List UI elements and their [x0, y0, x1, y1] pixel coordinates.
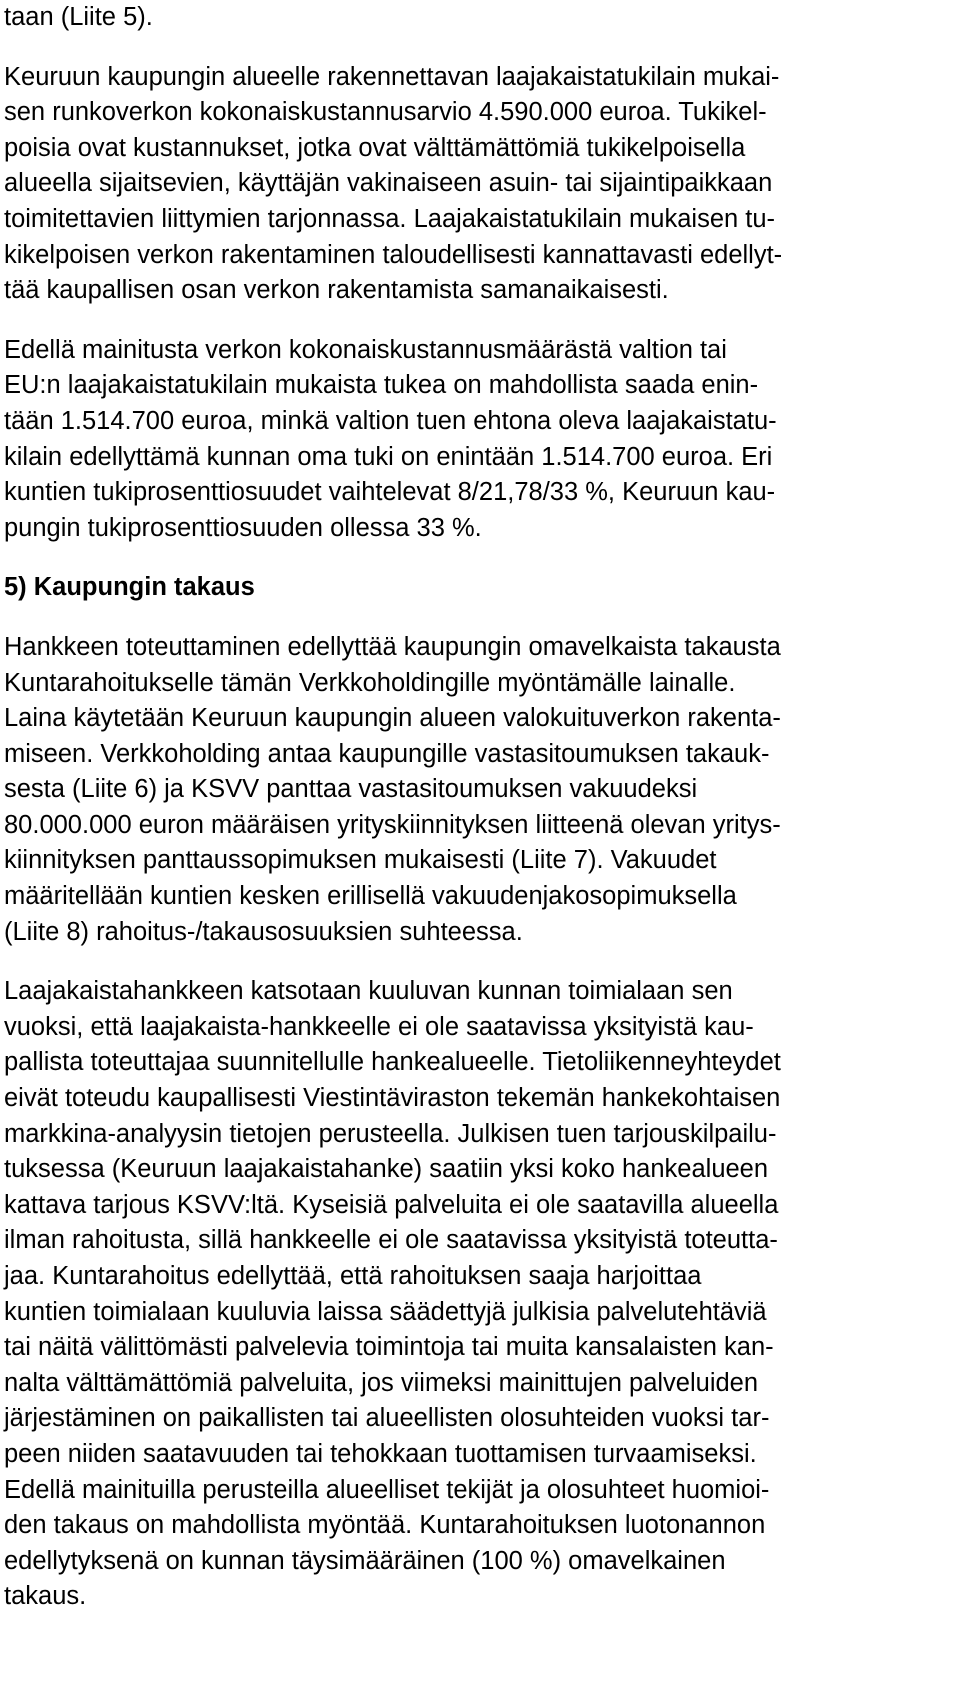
- text-line: Laajakaistahankkeen katsotaan kuuluvan kunnan toimialaan sen: [4, 977, 733, 1006]
- text-line: 80.000.000 euron määräisen yrityskiinnityksen liitteenä olevan yritys-: [4, 810, 781, 839]
- text-line: määritellään kuntien kesken erillisellä vakuudenjakosopimuksella: [4, 882, 737, 911]
- paragraph-state-aid: [4, 333, 954, 547]
- text-line: tään 1.514.700 euroa, minkä valtion tuen ehtona oleva laajakaistatu-: [4, 406, 777, 435]
- text-line: vuoksi, että laajakaista-hankkeelle ei ole saatavissa yksityistä kau-: [4, 1012, 754, 1041]
- text-line: kuntien tukiprosenttiosuudet vaihtelevat 8/21,78/33 %, Keuruun kau-: [4, 478, 776, 507]
- paragraph-municipal-scope: [4, 974, 954, 1615]
- text-line: sesta (Liite 6) ja KSVV panttaa vastasitoumuksen vakuudeksi: [4, 775, 698, 804]
- text-line: järjestäminen on paikallisten tai alueellisten olosuhteiden vuoksi tar-: [4, 1404, 770, 1433]
- paragraph-cost-estimate: [4, 60, 954, 309]
- text-line: eivät toteudu kaupallisesti Viestintäviraston tekemän hankekohtaisen: [4, 1084, 781, 1113]
- paragraph-fragment: taan (Liite 5).: [4, 3, 153, 31]
- text-line: tää kaupallisen osan verkon rakentamista samanaikaisesti.: [4, 276, 669, 305]
- section-heading: 5) Kaupungin takaus: [4, 573, 255, 602]
- text-line: alueella sijaitsevien, käyttäjän vakinaiseen asuin- tai sijaintipaikkaan: [4, 169, 773, 198]
- text-line: nalta välttämättömiä palveluita, jos viimeksi mainittujen palveluiden: [4, 1368, 759, 1397]
- text-line: takaus.: [4, 1582, 87, 1611]
- text-line: kikelpoisen verkon rakentaminen taloudellisesti kannattavasti edellyt-: [4, 240, 783, 269]
- text-line: kuntien toimialaan kuuluvia laissa säädettyjä julkisia palvelutehtäviä: [4, 1297, 767, 1326]
- text-line: Edellä mainitusta verkon kokonaiskustannusmäärästä valtion tai: [4, 335, 727, 364]
- text-line: den takaus on mahdollista myöntää. Kuntarahoituksen luotonannon: [4, 1511, 766, 1540]
- text-line: EU:n laajakaistatukilain mukaista tukea on mahdollista saada enin-: [4, 371, 759, 400]
- text-line: (Liite 8) rahoitus-/takausosuuksien suhteessa.: [4, 917, 523, 946]
- text-line: pungin tukiprosenttiosuuden ollessa 33 %.: [4, 513, 482, 542]
- text-line: poisia ovat kustannukset, jotka ovat välttämättömiä tukikelpoisella: [4, 133, 746, 162]
- text-line: Kuntarahoitukselle tämän Verkkoholdingille myöntämälle lainalle.: [4, 668, 736, 697]
- text-line: sen runkoverkon kokonaiskustannusarvio 4.590.000 euroa. Tukikel-: [4, 98, 767, 127]
- text-line: markkina-analyysin tietojen perusteella. Julkisen tuen tarjouskilpailu-: [4, 1119, 777, 1148]
- text-line: jaa. Kuntarahoitus edellyttää, että rahoituksen saaja harjoittaa: [4, 1262, 702, 1290]
- text-line: Laina käytetään Keuruun kaupungin alueen valokuituverkon rakenta-: [4, 704, 781, 733]
- text-line: Keuruun kaupungin alueelle rakennettavan laajakaistatukilain mukai-: [4, 62, 780, 91]
- text-line: Hankkeen toteuttaminen edellyttää kaupungin omavelkaista takausta: [4, 632, 781, 661]
- paragraph-guarantee: [4, 630, 954, 950]
- text-line: kiinnityksen panttaussopimuksen mukaisesti (Liite 7). Vakuudet: [4, 846, 717, 875]
- text-line: tai näitä välittömästi palvelevia toimintoja tai muita kansalaisten kan-: [4, 1333, 774, 1362]
- text-line: tuksessa (Keuruun laajakaistahanke) saatiin yksi koko hankealueen: [4, 1155, 769, 1184]
- text-line: edellytyksenä on kunnan täysimääräinen (100 %) omavelkainen: [4, 1546, 726, 1575]
- text-line: ilman rahoitusta, sillä hankkeelle ei ole saatavissa yksityistä toteutta-: [4, 1226, 778, 1255]
- text-line: toimitettavien liittymien tarjonnassa. Laajakaistatukilain mukaisen tu-: [4, 204, 776, 233]
- text-line: peen niiden saatavuuden tai tehokkaan tuottamisen turvaamiseksi.: [4, 1439, 757, 1468]
- text-line: kilain edellyttämä kunnan oma tuki on enintään 1.514.700 euroa. Eri: [4, 442, 773, 471]
- text-line: kattava tarjous KSVV:ltä. Kyseisiä palveluita ei ole saatavilla alueella: [4, 1190, 779, 1219]
- text-line: pallista toteuttajaa suunnitellulle hankealueelle. Tietoliikenneyhteydet: [4, 1048, 781, 1077]
- text-line: miseen. Verkkoholding antaa kaupungille vastasitoumuksen takauk-: [4, 739, 770, 768]
- document-page: [4, 0, 954, 1615]
- text-line: Edellä mainituilla perusteilla alueelliset tekijät ja olosuhteet huomioi-: [4, 1475, 770, 1504]
